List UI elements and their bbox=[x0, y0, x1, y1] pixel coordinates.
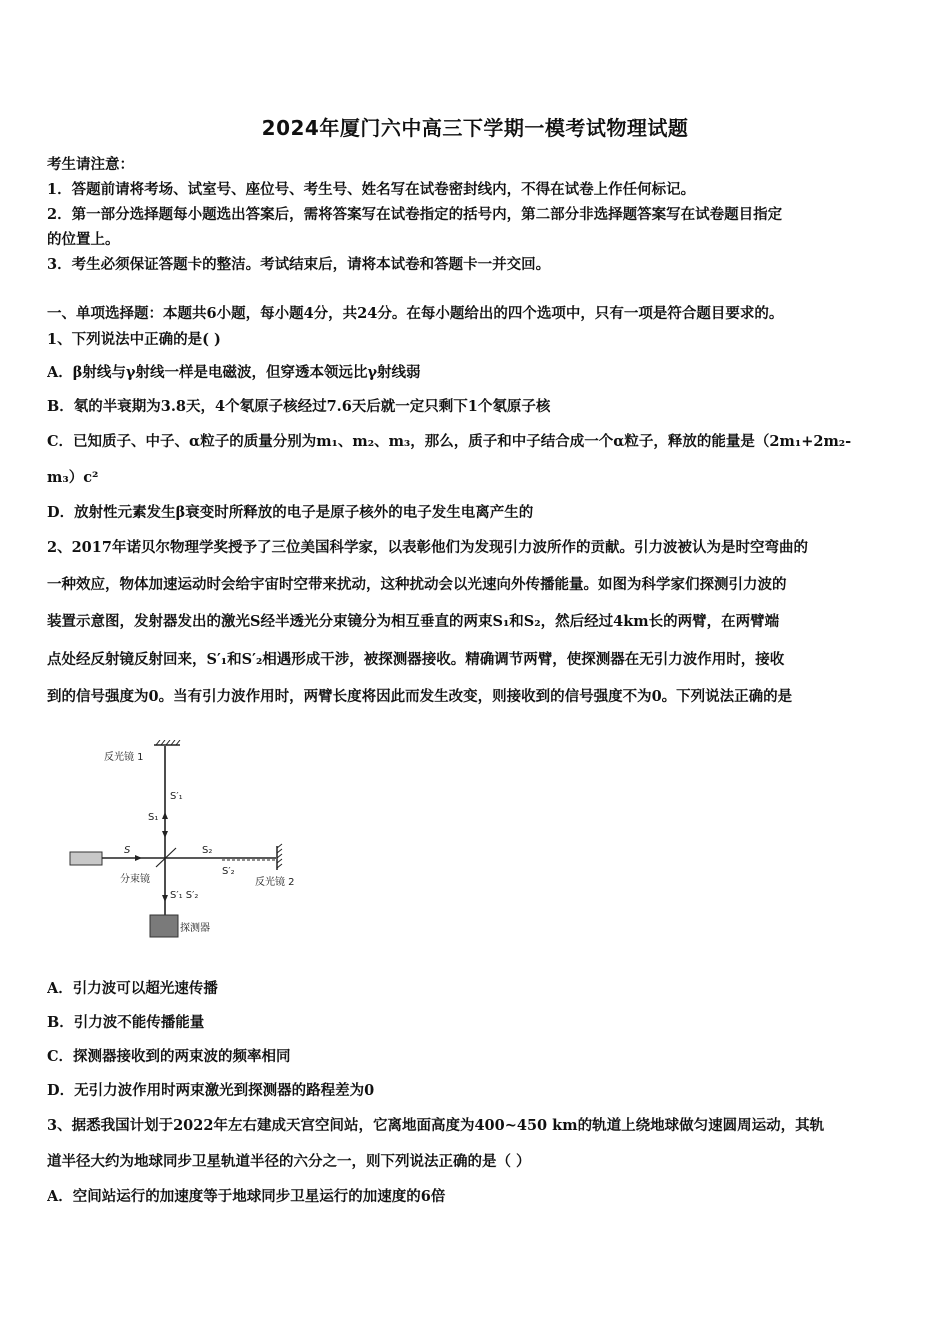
arrow-right-marker bbox=[135, 855, 142, 861]
s-label: S bbox=[124, 845, 131, 856]
mirror-1-label: 反光镜 1 bbox=[104, 752, 144, 763]
question-1-option-c: C．已知质子、中子、α粒子的质量分别为m₁、m₂、m₃，那么，质子和中子结合成一个α粒子，释放的能量是（2m₁+2m₂- bbox=[47, 433, 852, 450]
arrow-down-marker bbox=[162, 895, 168, 902]
question-2-stem: 到的信号强度为0。当有引力波作用时，两臂长度将因此而发生改变，则接收到的信号强度不为0。下列说法正确的是 bbox=[47, 688, 793, 705]
question-2-stem: 装置示意图，发射器发出的激光S经半透光分束镜分为相互垂直的两束S₁和S₂，然后经过4km长的两臂，在两臂端 bbox=[47, 613, 780, 630]
question-1-stem: 1、下列说法中正确的是( ) bbox=[47, 331, 221, 348]
question-1-option-d: D．放射性元素发生β衰变时所释放的电子是原子核外的电子发生电离产生的 bbox=[47, 504, 534, 521]
laser-source bbox=[70, 852, 102, 865]
question-3-option-a: A．空间站运行的加速度等于地球同步卫星运行的加速度的6倍 bbox=[47, 1188, 446, 1205]
notice-item: 1．答题前请将考场、试室号、座位号、考生号、姓名写在试卷密封线内，不得在试卷上作任何标记。 bbox=[47, 181, 696, 198]
question-2-option-a: A．引力波可以超光速传播 bbox=[47, 980, 218, 997]
question-2-option-b: B．引力波不能传播能量 bbox=[47, 1014, 205, 1031]
section-header: 一、单项选择题：本题共6小题，每小题4分，共24分。在每小题给出的四个选项中，只有一项是符合题目要求的。 bbox=[47, 305, 784, 322]
s1-prime-label: S′₁ bbox=[170, 791, 183, 802]
splitter-label: 分束镜 bbox=[120, 874, 150, 885]
question-1-option-a: A．β射线与γ射线一样是电磁波，但穿透本领远比γ射线弱 bbox=[47, 364, 421, 381]
question-2-stem: 2、2017年诺贝尔物理学奖授予了三位美国科学家，以表彰他们为发现引力波所作的贡献。引力波被认为是时空弯曲的 bbox=[47, 539, 808, 556]
notice-item: 2．第一部分选择题每小题选出答案后，需将答案写在试卷指定的括号内，第二部分非选择题答案写在试卷题目指定 bbox=[47, 206, 783, 223]
s1-label: S₁ bbox=[148, 812, 159, 823]
notice-item: 的位置上。 bbox=[47, 231, 120, 248]
page-title: 2024年厦门六中高三下学期一模考试物理试题 bbox=[261, 116, 689, 140]
output-beams-label: S′₁ S′₂ bbox=[170, 890, 199, 901]
detector-label: 探测器 bbox=[180, 923, 210, 934]
mirror-2-label: 反光镜 2 bbox=[255, 877, 295, 888]
s2-prime-label: S′₂ bbox=[222, 866, 235, 877]
question-1-option-c-cont: m₃）c² bbox=[47, 469, 99, 486]
question-2-option-c: C．探测器接收到的两束波的频率相同 bbox=[47, 1048, 291, 1065]
notice-header: 考生请注意： bbox=[47, 156, 134, 173]
question-1-option-b: B．氡的半衰期为3.8天，4个氡原子核经过7.6天后就一定只剩下1个氡原子核 bbox=[47, 398, 551, 415]
question-2-option-d: D．无引力波作用时两束激光到探测器的路程差为0 bbox=[47, 1082, 375, 1099]
notice-item: 3．考生必须保证答题卡的整洁。考试结束后，请将本试卷和答题卡一并交回。 bbox=[47, 256, 551, 273]
s2-label: S₂ bbox=[202, 845, 213, 856]
question-3-stem: 3、据悉我国计划于2022年左右建成天宫空间站，它离地面高度为400~450 km的轨道上绕地球做匀速圆周运动，其轨 bbox=[47, 1117, 825, 1134]
question-2-stem: 点处经反射镜反射回来，S′₁和S′₂相遇形成干涉，被探测器接收。精确调节两臂，使探测器在无引力波作用时，接收 bbox=[47, 651, 785, 668]
arrow-up-marker bbox=[162, 831, 168, 838]
interferometer-diagram bbox=[62, 740, 322, 945]
arrow-down-marker bbox=[162, 812, 168, 819]
question-2-stem: 一种效应，物体加速运动时会给宇宙时空带来扰动，这种扰动会以光速向外传播能量。如图为科学家们探测引力波的 bbox=[47, 576, 787, 593]
question-3-stem: 道半径大约为地球同步卫星轨道半径的六分之一，则下列说法正确的是（ ） bbox=[47, 1153, 531, 1170]
detector bbox=[150, 915, 178, 937]
